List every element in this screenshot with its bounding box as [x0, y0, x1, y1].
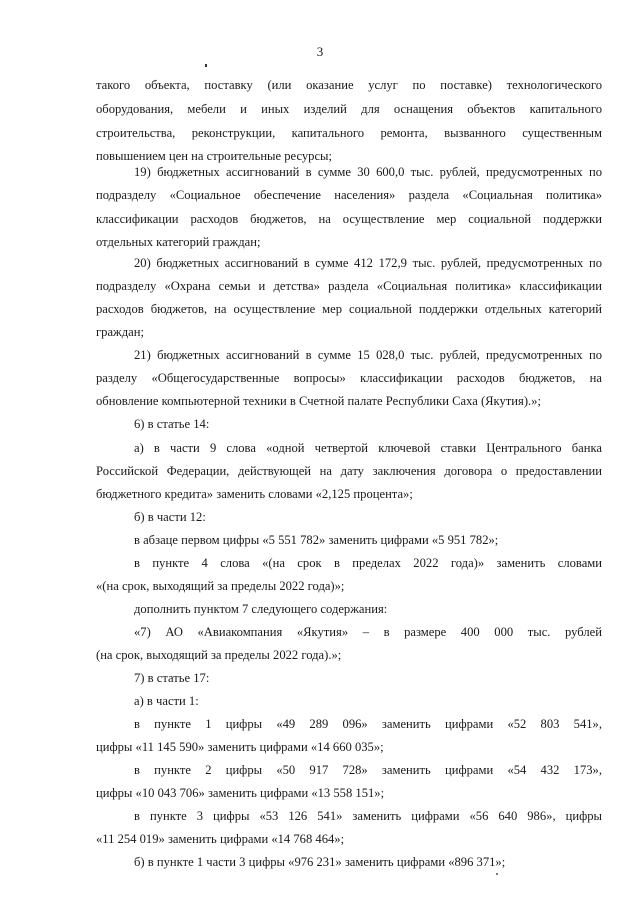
text-line: обновление компьютерной техники в Счетной палате Республики Саха (Якутия).»; [96, 394, 541, 408]
text-line: в пункте 2 цифры «50 917 728» заменить цифрами «54 432 173», [134, 763, 602, 777]
text-line: 6) в статье 14: [134, 417, 210, 431]
text-line: повышением цен на строительные ресурсы; [96, 149, 333, 163]
text-line: строительства, реконструкции, капитального ремонта, вызванного существенным [96, 126, 602, 140]
text-line: дополнить пунктом 7 следующего содержания: [134, 602, 388, 616]
text-line: б) в пункте 1 части 3 цифры «976 231» заменить цифрами «896 371»; [134, 855, 506, 869]
text-line: в абзаце первом цифры «5 551 782» заменить цифрами «5 951 782»; [134, 533, 499, 547]
text-line: 7) в статье 17: [134, 671, 210, 685]
text-line: подразделу «Охрана семьи и детства» раздела «Социальная политика» классификации [96, 279, 602, 293]
scan-mark [205, 64, 207, 67]
text-line: б) в части 12: [134, 510, 206, 524]
text-line: расходов бюджетов, на осуществление мер социальной поддержки отдельных категорий [96, 302, 602, 316]
text-line: подразделу «Социальное обеспечение населения» раздела «Социальная политика» [96, 188, 602, 202]
text-line: бюджетного кредита» заменить словами «2,125 процента»; [96, 487, 413, 501]
text-line: граждан; [96, 325, 144, 339]
text-line: в пункте 4 слова «(на срок в пределах 2022 года)» заменить словами [134, 556, 602, 570]
text-line: в пункте 1 цифры «49 289 096» заменить цифрами «52 803 541», [134, 717, 602, 731]
text-line: такого объекта, поставку (или оказание услуг по поставке) технологического [96, 78, 602, 92]
page-number: 3 [316, 44, 324, 59]
text-line: разделу «Общегосударственные вопросы» классификации расходов бюджетов, на [96, 371, 602, 385]
text-line: отдельных категорий граждан; [96, 235, 261, 249]
text-line: в пункте 3 цифры «53 126 541» заменить цифрами «56 640 986», цифры [134, 809, 602, 823]
text-line: 21) бюджетных ассигнований в сумме 15 028,0 тыс. рублей, предусмотренных по [134, 348, 602, 362]
text-line: а) в части 9 слова «одной четвертой ключевой ставки Центрального банка [134, 441, 602, 455]
text-line: «7) АО «Авиакомпания «Якутия» – в размере 400 000 тыс. рублей [134, 625, 602, 639]
text-line: «11 254 019» заменить цифрами «14 768 464»; [96, 832, 345, 846]
text-line: а) в части 1: [134, 694, 199, 708]
text-line: оборудования, мебели и иных изделий для оснащения объектов капитального [96, 102, 602, 116]
scan-dot [496, 873, 498, 875]
text-line: Российской Федерации, действующей на дату заключения договора о предоставлении [96, 464, 602, 478]
text-line: классификации расходов бюджетов, на осуществление мер социальной поддержки [96, 212, 602, 226]
text-line: 20) бюджетных ассигнований в сумме 412 172,9 тыс. рублей, предусмотренных по [134, 256, 602, 270]
text-line: цифры «11 145 590» заменить цифрами «14 660 035»; [96, 740, 384, 754]
text-line: цифры «10 043 706» заменить цифрами «13 558 151»; [96, 786, 385, 800]
text-line: (на срок, выходящий за пределы 2022 года).»; [96, 648, 342, 662]
text-line: 19) бюджетных ассигнований в сумме 30 600,0 тыс. рублей, предусмотренных по [134, 165, 602, 179]
text-line: «(на срок, выходящий за пределы 2022 года)»; [96, 579, 345, 593]
